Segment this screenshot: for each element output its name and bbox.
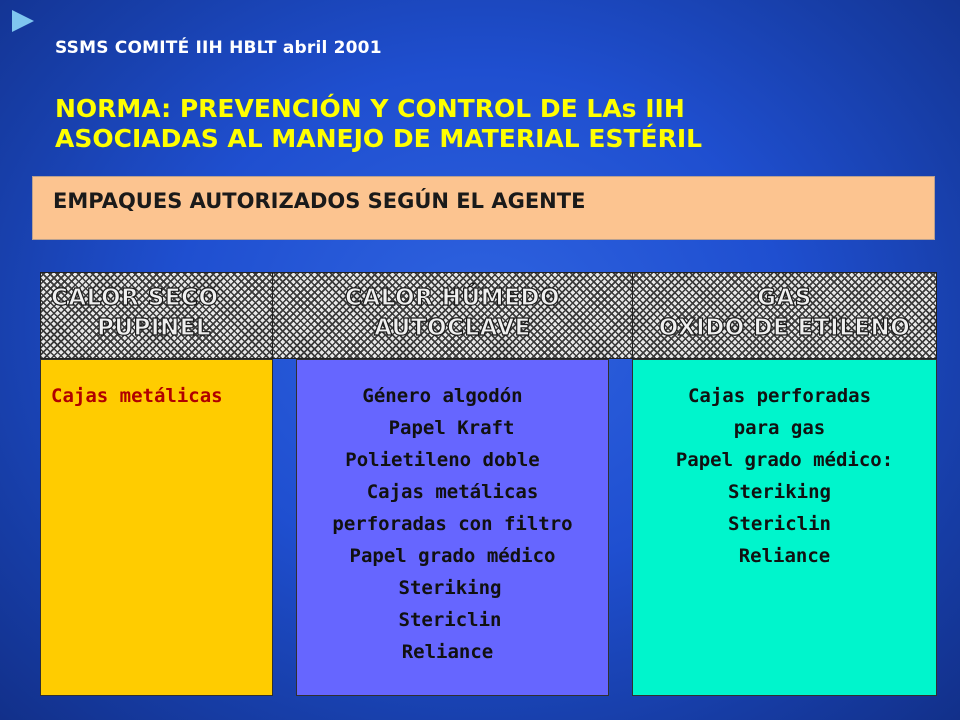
- list-item: Papel grado médico: [349, 545, 556, 567]
- page-title: [55, 94, 915, 154]
- subtitle-text: EMPAQUES AUTORIZADOS SEGÚN EL AGENTE: [53, 189, 586, 213]
- column-calor-humedo: [296, 359, 609, 696]
- organization-line: SSMS COMITÉ IIH HBLT abril 2001: [55, 38, 382, 58]
- header-calor-humedo-line1: CALOR HÚMEDO: [345, 285, 560, 311]
- list-item: Stericlin: [398, 609, 502, 631]
- list-item: Polietileno doble: [345, 449, 540, 471]
- list-item: Papel grado médico:: [675, 449, 894, 471]
- title-line-1: NORMA: PREVENCIÓN Y CONTROL DE LAs IIH: [55, 94, 685, 123]
- list-item: Reliance: [401, 641, 494, 663]
- list-item: perforadas con filtro: [332, 513, 573, 535]
- list-item: Cajas perforadas: [687, 385, 872, 407]
- header-gas-line2: OXIDO DE ETILENO: [658, 315, 911, 341]
- list-item: para gas: [733, 417, 826, 439]
- header-gas: [632, 272, 937, 359]
- title-line-2: ASOCIADAS AL MANEJO DE MATERIAL ESTÉRIL: [55, 124, 703, 153]
- list-item: Reliance: [738, 545, 831, 567]
- list-item: Steriking: [728, 481, 831, 503]
- list-item: Género algodón: [362, 385, 523, 407]
- bullet-arrow-icon: [12, 10, 34, 32]
- header-calor-seco: [40, 272, 273, 359]
- list-item: Stericlin: [728, 513, 831, 535]
- subtitle-box: [32, 176, 935, 240]
- header-calor-humedo: [272, 272, 633, 359]
- list-item: Cajas metálicas: [366, 481, 539, 503]
- list-item: Cajas metálicas: [51, 385, 223, 407]
- header-calor-humedo-line2: AUTOCLAVE: [374, 315, 531, 341]
- header-calor-seco-line1: CALOR SECO: [51, 285, 219, 311]
- list-item: Steriking: [398, 577, 502, 599]
- list-item: Papel Kraft: [388, 417, 515, 439]
- header-calor-seco-line2: PUPINEL: [97, 315, 212, 341]
- column-calor-seco: [40, 359, 273, 696]
- header-gas-line1: GAS: [757, 285, 812, 311]
- column-gas: [632, 359, 937, 696]
